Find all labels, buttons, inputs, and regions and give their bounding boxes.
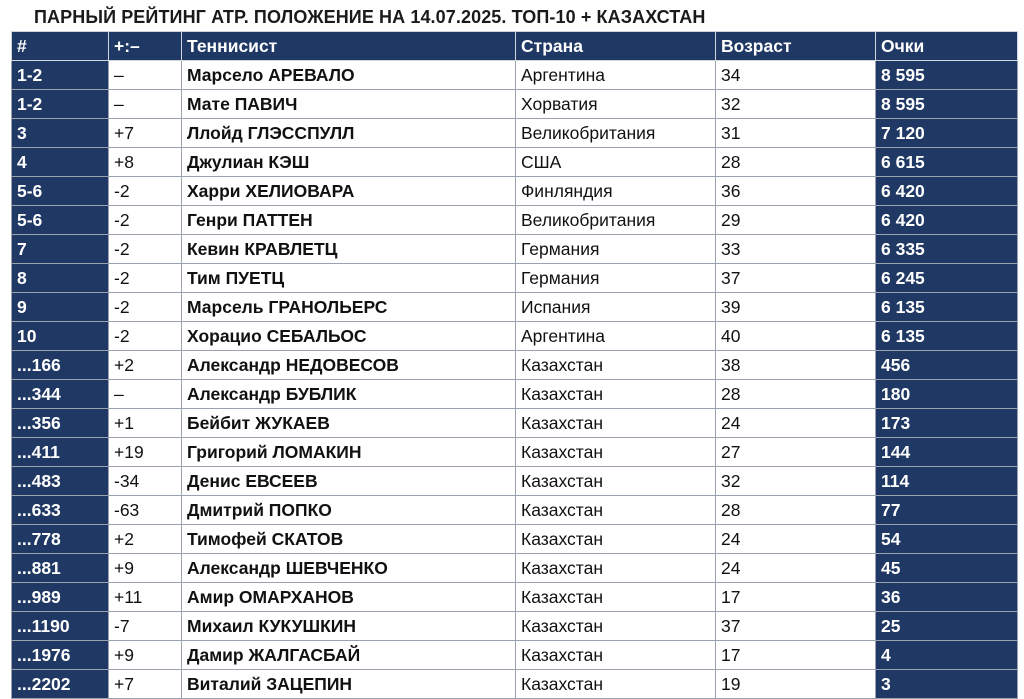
cell-points: 456 (876, 351, 1018, 380)
cell-player: Марсель ГРАНОЛЬЕРС (182, 293, 516, 322)
cell-age: 38 (716, 351, 876, 380)
cell-points: 6 135 (876, 322, 1018, 351)
cell-points: 6 335 (876, 235, 1018, 264)
cell-country: Аргентина (516, 322, 716, 351)
cell-points: 4 (876, 641, 1018, 670)
cell-player: Тимофей СКАТОВ (182, 525, 516, 554)
cell-age: 36 (716, 177, 876, 206)
cell-player: Дамир ЖАЛГАСБАЙ (182, 641, 516, 670)
cell-change: +9 (109, 641, 182, 670)
table-row (12, 525, 1018, 554)
cell-age: 37 (716, 612, 876, 641)
cell-points: 6 615 (876, 148, 1018, 177)
table-row (12, 438, 1018, 467)
table-row (12, 496, 1018, 525)
cell-change: -2 (109, 293, 182, 322)
table-row (12, 206, 1018, 235)
cell-country: Казахстан (516, 554, 716, 583)
cell-rank: 1-2 (12, 90, 109, 119)
cell-country: Великобритания (516, 206, 716, 235)
cell-rank: ...411 (12, 438, 109, 467)
cell-country: Хорватия (516, 90, 716, 119)
cell-age: 40 (716, 322, 876, 351)
cell-country: Казахстан (516, 438, 716, 467)
cell-age: 28 (716, 496, 876, 525)
cell-change: -2 (109, 206, 182, 235)
cell-age: 33 (716, 235, 876, 264)
table-row (12, 177, 1018, 206)
cell-points: 36 (876, 583, 1018, 612)
cell-change: +2 (109, 351, 182, 380)
cell-player: Харри ХЕЛИОВАРА (182, 177, 516, 206)
cell-rank: ...989 (12, 583, 109, 612)
cell-points: 25 (876, 612, 1018, 641)
table-row (12, 670, 1018, 699)
cell-age: 34 (716, 61, 876, 90)
cell-age: 27 (716, 438, 876, 467)
cell-player: Денис ЕВСЕЕВ (182, 467, 516, 496)
cell-country: Германия (516, 235, 716, 264)
cell-rank: ...356 (12, 409, 109, 438)
table-row (12, 409, 1018, 438)
cell-player: Александр ШЕВЧЕНКО (182, 554, 516, 583)
cell-age: 24 (716, 554, 876, 583)
cell-age: 31 (716, 119, 876, 148)
column-header-points: Очки (876, 32, 1018, 61)
cell-points: 8 595 (876, 90, 1018, 119)
cell-change: +7 (109, 670, 182, 699)
cell-age: 24 (716, 409, 876, 438)
column-header-country: Страна (516, 32, 716, 61)
cell-rank: ...1190 (12, 612, 109, 641)
cell-change: -7 (109, 612, 182, 641)
cell-rank: 7 (12, 235, 109, 264)
page-title: ПАРНЫЙ РЕЙТИНГ ATP. ПОЛОЖЕНИЕ НА 14.07.2025. ТОП-10 + КАЗАХСТАН (34, 7, 706, 27)
cell-change: -63 (109, 496, 182, 525)
table-row (12, 351, 1018, 380)
cell-points: 144 (876, 438, 1018, 467)
table-row (12, 264, 1018, 293)
cell-points: 180 (876, 380, 1018, 409)
cell-points: 114 (876, 467, 1018, 496)
cell-player: Тим ПУЕТЦ (182, 264, 516, 293)
cell-points: 45 (876, 554, 1018, 583)
cell-change: – (109, 61, 182, 90)
table-row (12, 554, 1018, 583)
cell-country: Казахстан (516, 670, 716, 699)
cell-rank: 10 (12, 322, 109, 351)
cell-change: +7 (109, 119, 182, 148)
cell-player: Джулиан КЭШ (182, 148, 516, 177)
cell-player: Виталий ЗАЦЕПИН (182, 670, 516, 699)
cell-age: 39 (716, 293, 876, 322)
cell-country: Казахстан (516, 612, 716, 641)
cell-change: +2 (109, 525, 182, 554)
cell-age: 24 (716, 525, 876, 554)
table-row (12, 293, 1018, 322)
cell-rank: ...483 (12, 467, 109, 496)
cell-rank: 5-6 (12, 206, 109, 235)
cell-player: Мате ПАВИЧ (182, 90, 516, 119)
cell-country: Казахстан (516, 583, 716, 612)
table-body (12, 61, 1018, 699)
column-header-age: Возраст (716, 32, 876, 61)
cell-rank: 9 (12, 293, 109, 322)
cell-change: +9 (109, 554, 182, 583)
cell-country: Казахстан (516, 641, 716, 670)
cell-country: Казахстан (516, 467, 716, 496)
cell-country: Казахстан (516, 496, 716, 525)
cell-points: 77 (876, 496, 1018, 525)
cell-age: 19 (716, 670, 876, 699)
cell-change: -2 (109, 235, 182, 264)
cell-country: Испания (516, 293, 716, 322)
cell-player: Бейбит ЖУКАЕВ (182, 409, 516, 438)
cell-points: 3 (876, 670, 1018, 699)
cell-rank: ...633 (12, 496, 109, 525)
cell-country: Казахстан (516, 409, 716, 438)
cell-points: 6 420 (876, 206, 1018, 235)
cell-country: Казахстан (516, 351, 716, 380)
table-row (12, 90, 1018, 119)
cell-player: Амир ОМАРХАНОВ (182, 583, 516, 612)
cell-rank: 8 (12, 264, 109, 293)
table-row (12, 322, 1018, 351)
cell-country: Германия (516, 264, 716, 293)
table-row (12, 583, 1018, 612)
table-row (12, 380, 1018, 409)
cell-rank: 3 (12, 119, 109, 148)
cell-rank: ...344 (12, 380, 109, 409)
cell-rank: ...1976 (12, 641, 109, 670)
table-row (12, 612, 1018, 641)
column-header-player: Теннисист (182, 32, 516, 61)
cell-rank: ...2202 (12, 670, 109, 699)
cell-change: -34 (109, 467, 182, 496)
cell-age: 28 (716, 148, 876, 177)
cell-player: Марсело АРЕВАЛО (182, 61, 516, 90)
cell-country: Финляндия (516, 177, 716, 206)
cell-player: Хорацио СЕБАЛЬОС (182, 322, 516, 351)
cell-points: 7 120 (876, 119, 1018, 148)
table-row (12, 641, 1018, 670)
cell-rank: 4 (12, 148, 109, 177)
cell-player: Григорий ЛОМАКИН (182, 438, 516, 467)
cell-change: -2 (109, 177, 182, 206)
cell-rank: ...881 (12, 554, 109, 583)
cell-age: 32 (716, 90, 876, 119)
cell-player: Кевин КРАВЛЕТЦ (182, 235, 516, 264)
cell-rank: 5-6 (12, 177, 109, 206)
cell-points: 54 (876, 525, 1018, 554)
cell-change: +19 (109, 438, 182, 467)
cell-points: 173 (876, 409, 1018, 438)
table-row (12, 61, 1018, 90)
cell-points: 6 135 (876, 293, 1018, 322)
table-row (12, 467, 1018, 496)
cell-player: Дмитрий ПОПКО (182, 496, 516, 525)
cell-rank: ...778 (12, 525, 109, 554)
cell-age: 37 (716, 264, 876, 293)
cell-age: 29 (716, 206, 876, 235)
ranking-table (11, 31, 1018, 699)
cell-age: 17 (716, 583, 876, 612)
cell-change: -2 (109, 322, 182, 351)
cell-player: Генри ПАТТЕН (182, 206, 516, 235)
cell-country: Казахстан (516, 525, 716, 554)
cell-player: Александр БУБЛИК (182, 380, 516, 409)
cell-age: 32 (716, 467, 876, 496)
table-row (12, 235, 1018, 264)
cell-change: +8 (109, 148, 182, 177)
cell-change: – (109, 90, 182, 119)
cell-points: 6 245 (876, 264, 1018, 293)
cell-country: США (516, 148, 716, 177)
cell-points: 8 595 (876, 61, 1018, 90)
cell-points: 6 420 (876, 177, 1018, 206)
column-header-rank: # (12, 32, 109, 61)
cell-player: Ллойд ГЛЭССПУЛЛ (182, 119, 516, 148)
cell-age: 17 (716, 641, 876, 670)
cell-country: Аргентина (516, 61, 716, 90)
cell-change: +11 (109, 583, 182, 612)
table-row (12, 119, 1018, 148)
cell-change: +1 (109, 409, 182, 438)
cell-rank: 1-2 (12, 61, 109, 90)
cell-change: – (109, 380, 182, 409)
table-header-row (12, 32, 1018, 61)
table-row (12, 148, 1018, 177)
column-header-change: +:– (109, 32, 182, 61)
cell-player: Михаил КУКУШКИН (182, 612, 516, 641)
cell-country: Великобритания (516, 119, 716, 148)
cell-age: 28 (716, 380, 876, 409)
cell-country: Казахстан (516, 380, 716, 409)
cell-change: -2 (109, 264, 182, 293)
cell-rank: ...166 (12, 351, 109, 380)
cell-player: Александр НЕДОВЕСОВ (182, 351, 516, 380)
